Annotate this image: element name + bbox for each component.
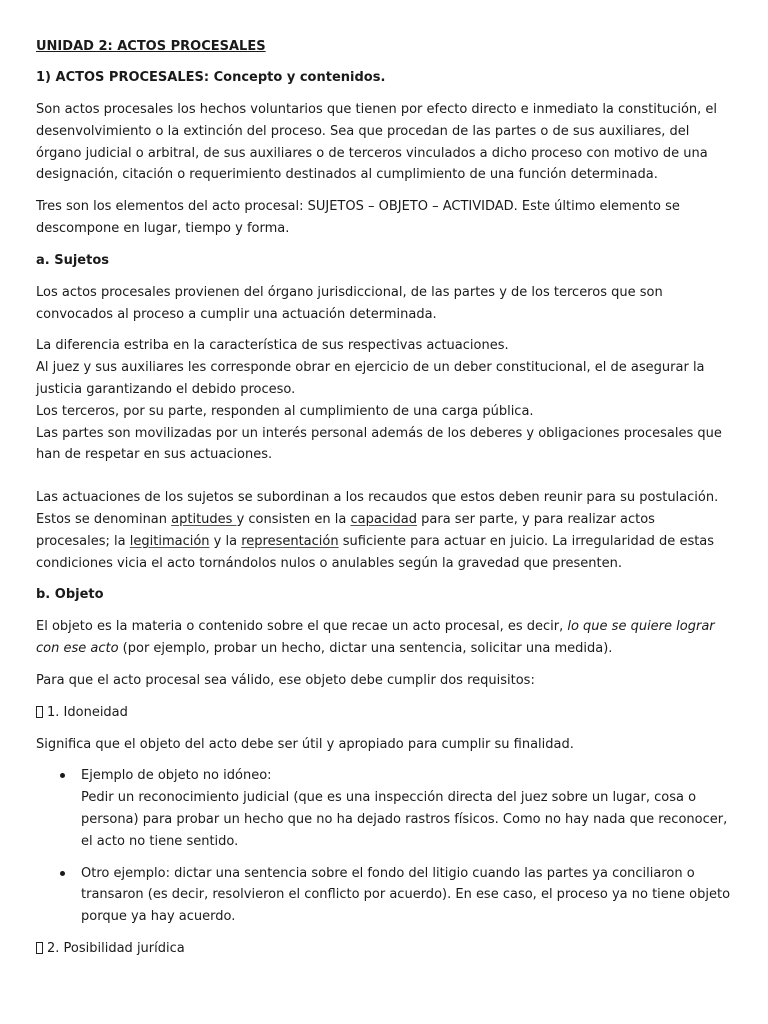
term-representacion: representación <box>241 533 339 549</box>
requirement-label: 1. Idoneidad <box>47 704 128 720</box>
text-run: suficiente para actuar en juicio. La irregularidad de estas condiciones vicia el acto tornándolos nulos o anulables según la gravedad que presenten. <box>36 533 715 571</box>
term-capacidad: capacidad <box>350 511 418 527</box>
paragraph-elementos: Tres son los elementos del acto procesal: SUJETOS – OBJETO – ACTIVIDAD. Este último elemento se descompone en lugar, tiempo y forma. <box>36 199 680 236</box>
requirement-label: 2. Posibilidad jurídica <box>47 940 185 956</box>
subheading-sujetos: a. Sujetos <box>36 252 110 268</box>
requirement-idoneidad <box>36 702 732 724</box>
text-line: Al juez y sus auxiliares les corresponde obrar en ejercicio de un deber constitucional, el de asegurar la justicia garantizando el debido proceso. <box>36 360 705 397</box>
subheading-objeto: b. Objeto <box>36 587 104 603</box>
paragraph-idoneidad: Significa que el objeto del acto debe ser útil y apropiado para cumplir su finalidad. <box>36 736 574 752</box>
emphasis-text: lo que se quiere lograr con ese acto <box>36 619 715 657</box>
example-body: Otro ejemplo: dictar una sentencia sobre el fondo del litigio cuando las partes ya conciliaron o transaron (es decir, resolvieron el conflicto por acuerdo). En ese caso, el proceso ya no tiene objeto porque ya hay acuerdo. <box>81 865 731 925</box>
examples-list <box>36 765 732 928</box>
text-line: La diferencia estriba en la característica de sus respectivas actuaciones. <box>36 338 509 354</box>
missing-glyph-icon <box>36 942 43 954</box>
list-item <box>81 765 732 852</box>
paragraph-sujetos-diferencias <box>36 335 732 466</box>
text-run: El objeto es la materia o contenido sobre el que recae un acto procesal, es decir, <box>36 619 568 635</box>
text-run: para ser parte, y para realizar actos procesales; la <box>36 511 655 549</box>
paragraph-objeto-definicion <box>36 616 732 660</box>
requirement-posibilidad-juridica <box>36 938 732 960</box>
text-line: Las partes son movilizadas por un interés personal además de los deberes y obligaciones procesales que han de respetar en sus actuaciones. <box>36 425 722 463</box>
text-run: Las actuaciones de los sujetos se subordinan a los recaudos que estos deben reunir para su postulación. Estos se denominan <box>36 490 719 527</box>
example-title: Ejemplo de objeto no idóneo: <box>81 768 272 784</box>
text-run: y la <box>209 533 242 549</box>
list-item <box>81 863 732 928</box>
term-aptitudes: aptitudes <box>171 511 237 527</box>
text-run: (por ejemplo, probar un hecho, dictar una sentencia, solicitar una medida). <box>118 641 613 657</box>
text-run: y consisten en la <box>236 511 351 527</box>
example-body: Pedir un reconocimiento judicial (que es una inspección directa del juez sobre un lugar, cosa o persona) para probar un hecho que no ha dejado rastros físicos. Como no hay nada que reconocer, el acto no tiene sentido. <box>81 790 728 849</box>
paragraph-aptitudes <box>36 487 732 574</box>
document-title: UNIDAD 2: ACTOS PROCESALES <box>36 39 266 54</box>
paragraph-requisitos: Para que el acto procesal sea válido, ese objeto debe cumplir dos requisitos: <box>36 672 535 688</box>
paragraph-definicion: Son actos procesales los hechos voluntarios que tienen por efecto directo e inmediato la constitución, el desenvolvimiento o la extinción del proceso. Sea que procedan de las partes o de sus auxiliares, del órgano judicial o arbitral, de sus auxiliares o de terceros vinculados a dicho proceso con motivo de una designación, citación o requerimiento destinados al cumplimiento de una función determinada. <box>36 102 718 183</box>
paragraph-sujetos-origen: Los actos procesales provienen del órgano jurisdiccional, de las partes y de los terceros que son convocados al proceso a cumplir una actuación determinada. <box>36 284 663 322</box>
section-heading-actos-procesales: 1) ACTOS PROCESALES: Concepto y contenidos. <box>36 70 386 85</box>
text-line: Los terceros, por su parte, responden al cumplimiento de una carga pública. <box>36 403 534 419</box>
missing-glyph-icon <box>36 706 43 718</box>
term-legitimacion: legitimación <box>129 533 210 549</box>
